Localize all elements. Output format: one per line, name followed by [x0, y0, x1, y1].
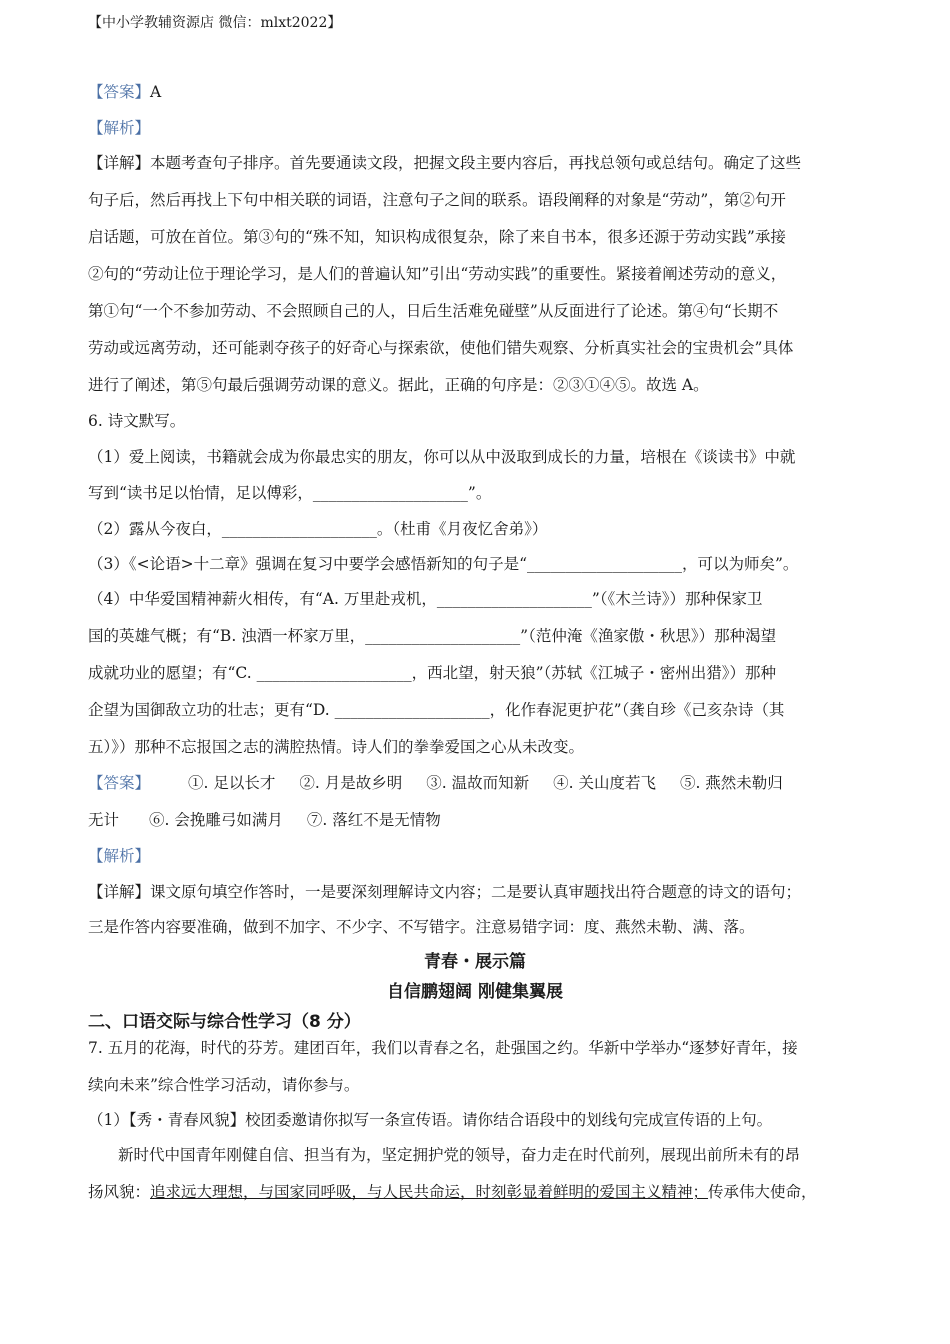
q6-line-5: （4）中华爱国精神薪火相传，有“A. 万里赴戎机，____________________”（《木兰诗》）那种保家卫	[88, 590, 763, 608]
section-title: 二、口语交际与综合性学习（8 分）	[88, 1012, 361, 1032]
q6-line-4: （3）《<论语>十二章》强调在复习中要学会感悟新知的句子是“____________________，可以为师矣”。	[88, 555, 799, 573]
answer-continuation: 无计	[88, 811, 120, 829]
underlined-sentence: 追求远大理想，与国家同呼吸，与人民共命运，时刻彰显着鲜明的爱国主义精神；	[150, 1183, 709, 1201]
q6-line-3: （2）露从今夜白，____________________。（杜甫《月夜忆舍弟》）	[88, 520, 548, 538]
q5-detail-line-6: 劳动或远离劳动，还可能剥夺孩子的好奇心与探索欲，使他们错失观察、分析真实社会的宝贵机会”具体	[88, 339, 794, 357]
q5-detail-line-1	[88, 151, 801, 175]
q6-line-8: 企望为国御敌立功的壮志；更有“D. ____________________，化作春泥更护花”（龚自珍《己亥杂诗（其	[88, 701, 785, 719]
q6-answers-line-2	[88, 808, 441, 832]
watermark-header: 【中小学教辅资源店 微信：mlxt2022】	[88, 15, 342, 31]
q6-line-6: 国的英雄气概；有“B. 浊酒一杯家万里，____________________”（范仲淹《渔家傲・秋思》）那种渴望	[88, 627, 777, 645]
answer-item: ③. 温故而知新	[426, 774, 530, 792]
answer-tag: 【答案】	[88, 774, 151, 792]
analysis-tag: 【解析】	[88, 847, 151, 865]
detail-tag: 【详解】	[88, 883, 151, 901]
answer-item: ①. 足以长才	[188, 774, 276, 792]
answer-item: ④. 关山度若飞	[553, 774, 656, 792]
passage-line-2	[88, 1180, 817, 1204]
analysis-tag: 【解析】	[88, 119, 151, 137]
answer-item: ②. 月是故乡明	[299, 774, 403, 792]
q6-line-1: （1）爱上阅读，书籍就会成为你最忠实的朋友，你可以从中汲取到成长的力量，培根在《谈读书》中就	[88, 448, 796, 466]
passage-tail: 传承伟大使命，	[708, 1183, 817, 1201]
answer-item: ⑤. 燕然未勒归	[679, 774, 783, 792]
q5-detail-line-7: 进行了阐述，第⑤句最后强调劳动课的意义。据此，正确的句序是：②③①④⑤。故选 A。	[88, 376, 709, 394]
q6-title: 6. 诗文默写。	[88, 412, 186, 430]
q7-line-2: 续向未来”综合性学习活动，请你参与。	[88, 1076, 360, 1094]
q5-detail-line-5: 第①句“一个不参加劳动、不会照顾自己的人，日后生活难免碰壁”从反面进行了论述。第④句“长期不	[88, 302, 779, 320]
answer-tag: 【答案】	[88, 83, 151, 101]
answer-value: A	[150, 83, 162, 101]
q6-line-9: 五）》）那种不忘报国之志的满腔热情。诗人们的拳拳爱国之心从未改变。	[88, 738, 585, 756]
q5-answer-line	[88, 80, 161, 104]
q6-answers-line-1	[88, 771, 783, 795]
section-subheading: 自信鹏翅阔 刚健集翼展	[387, 982, 563, 1002]
q6-line-7: 成就功业的愿望；有“C. ____________________，西北望，射天狼”（苏轼《江城子・密州出猎》）那种	[88, 664, 777, 682]
answer-item: ⑦. 落红不是无情物	[306, 811, 441, 829]
q7-line-1: 7. 五月的花海，时代的芬芳。建团百年，我们以青春之名，赴强国之约。华新中学举办“逐梦好青年，接	[88, 1039, 798, 1057]
q6-detail-line-2: 三是作答内容要准确，做到不加字、不少字、不写错字。注意易错字词：度、燕然未勒、满、落。	[88, 918, 755, 936]
q5-detail-line-4: ②句的“劳动让位于理论学习，是人们的普遍认知”引出“劳动实践”的重要性。紧接着阐述劳动的意义，	[88, 265, 787, 283]
detail-tag: 【详解】	[88, 154, 151, 172]
q6-line-2: 写到“读书足以怡情，足以傅彩，____________________”。	[88, 484, 492, 502]
detail-text: 本题考查句子排序。首先要通读文段，把握文段主要内容后，再找总领句或总结句。确定了这些	[150, 154, 802, 172]
passage-line-1: 新时代中国青年刚健自信、担当有为，坚定拥护党的领导，奋力走在时代前列，展现出前所未有的昂	[118, 1146, 801, 1164]
answer-item: ⑥. 会挽雕弓如满月	[149, 811, 283, 829]
q5-detail-line-3: 启话题，可放在首位。第③句的“殊不知，知识构成很复杂，除了来自书本，很多还源于劳动实践”承接	[88, 228, 786, 246]
q7-sub-question-1: （1）【秀・青春风貌】校团委邀请你拟写一条宣传语。请你结合语段中的划线句完成宣传语的上句。	[88, 1111, 773, 1129]
detail-text: 课文原句填空作答时，一是要深刻理解诗文内容；二是要认真审题找出符合题意的诗文的语句；	[150, 883, 802, 901]
q6-detail-line-1	[88, 880, 801, 904]
q5-detail-line-2: 句子后，然后再找上下句中相关联的词语，注意句子之间的联系。语段阐释的对象是“劳动”，第②句开	[88, 191, 786, 209]
section-heading: 青春・展示篇	[424, 952, 526, 972]
passage-lead: 扬风貌：	[88, 1183, 151, 1201]
